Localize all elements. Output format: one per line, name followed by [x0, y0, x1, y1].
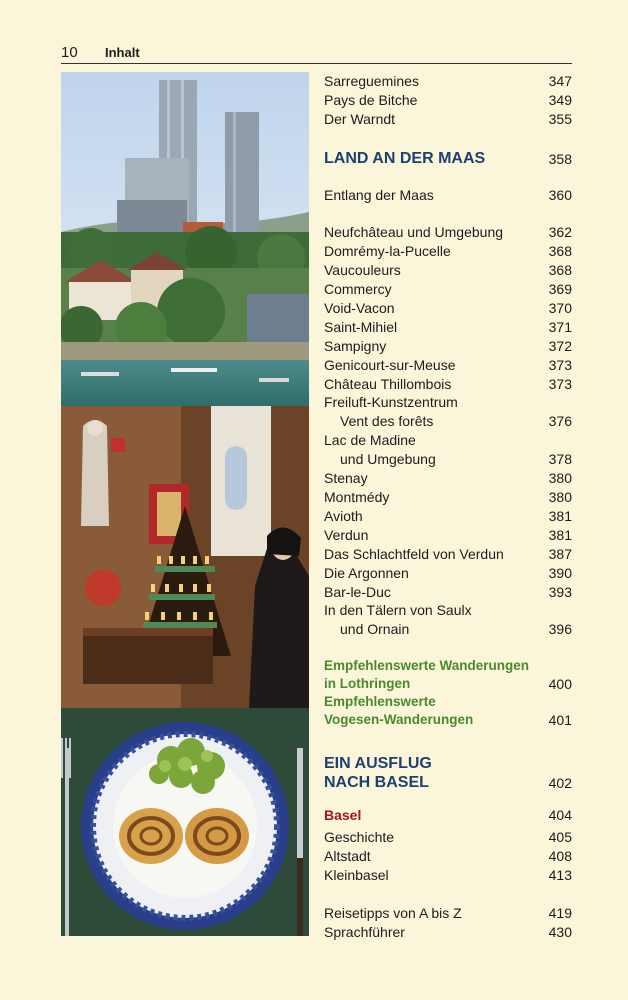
toc-entry-title: Vogesen-Wanderungen: [324, 712, 474, 727]
toc-entry-page: 369: [548, 281, 572, 297]
toc-entry-page: 372: [548, 338, 572, 354]
toc-entry-title: Basel: [324, 807, 362, 823]
toc-entry-page: 358: [548, 151, 572, 167]
toc-entry-title: EIN AUSFLUG: [324, 755, 432, 772]
toc-entry-page: 362: [548, 224, 572, 240]
toc-entry-page: 349: [548, 92, 572, 108]
toc-entry-page: 378: [548, 451, 572, 467]
toc-entry-page: 408: [548, 848, 572, 864]
toc-entry-title: Montmédy: [324, 489, 390, 505]
toc-entry-title: Pays de Bitche: [324, 92, 418, 108]
toc-entry-title: Neufchâteau und Umgebung: [324, 224, 504, 240]
toc-entry-title: Altstadt: [324, 848, 371, 864]
photo-column: [61, 72, 309, 936]
toc-entry-title: Vaucouleurs: [324, 262, 401, 278]
toc-entry-title: Château Thillombois: [324, 376, 452, 392]
toc-entry-title: Domrémy-la-Pucelle: [324, 243, 451, 259]
toc-entry-title: Commercy: [324, 281, 392, 297]
toc-entry-title: Stenay: [324, 470, 368, 486]
toc-entry-title: Saint-Mihiel: [324, 319, 398, 335]
toc-entry-title: und Ornain: [340, 621, 410, 637]
toc-entry-title: Void-Vacon: [324, 300, 395, 316]
toc-entry-page: 430: [548, 924, 572, 940]
toc-entry-title: NACH BASEL: [324, 774, 429, 791]
toc-entry-title: Das Schlachtfeld von Verdun: [324, 546, 504, 562]
toc-entry-page: 380: [548, 489, 572, 505]
toc-entry-page: 368: [548, 243, 572, 259]
toc-entry-title: und Umgebung: [340, 451, 436, 467]
toc-entry-title: Freiluft-Kunstzentrum: [324, 394, 458, 410]
toc-entry-title: Sarreguemines: [324, 73, 419, 89]
toc-entry-page: 405: [548, 829, 572, 845]
toc-entry-page: 373: [548, 357, 572, 373]
toc-entry-title: in Lothringen: [324, 676, 411, 691]
toc-entry-title: Entlang der Maas: [324, 187, 434, 203]
toc-entry-page: 404: [548, 807, 572, 823]
toc-entry-title: In den Tälern von Saulx: [324, 602, 472, 618]
toc-entry-title: Avioth: [324, 508, 363, 524]
toc-entry-title: Genicourt-sur-Meuse: [324, 357, 456, 373]
toc-entry-page: 347: [548, 73, 572, 89]
toc-entry-title: Sprachführer: [324, 924, 405, 940]
toc-entry-page: 380: [548, 470, 572, 486]
toc-entry-page: 413: [548, 867, 572, 883]
toc-entry-page: 371: [548, 319, 572, 335]
toc-entry-title: Lac de Madine: [324, 432, 416, 448]
toc-entry-page: 370: [548, 300, 572, 316]
church-interior-photo: [61, 406, 309, 708]
toc-entry-title: Vent des forêts: [340, 413, 434, 429]
page-header: [61, 44, 572, 64]
toc-entry-page: 360: [548, 187, 572, 203]
toc-entry-page: 381: [548, 527, 572, 543]
toc-entry-title: Empfehlenswerte: [324, 694, 436, 709]
toc-entry-title: Verdun: [324, 527, 369, 543]
toc-entry-page: 387: [548, 546, 572, 562]
toc-entry-title: Empfehlenswerte Wanderungen: [324, 658, 530, 673]
toc-entry-title: Bar-le-Duc: [324, 584, 391, 600]
toc-entry-page: 396: [548, 621, 572, 637]
toc-entry-title: Die Argonnen: [324, 565, 409, 581]
toc-entry-page: 355: [548, 111, 572, 127]
basel-skyline-photo: [61, 72, 309, 406]
toc-entry-page: 390: [548, 565, 572, 581]
toc-entry-page: 368: [548, 262, 572, 278]
toc-entry-title: Der Warndt: [324, 111, 396, 127]
toc-entry-page: 401: [548, 712, 572, 728]
page-number: 10: [61, 44, 78, 61]
toc-entry-title: Kleinbasel: [324, 867, 389, 883]
toc-entry-page: 402: [548, 775, 572, 791]
toc-entry-title: LAND AN DER MAAS: [324, 150, 486, 167]
toc-entry-page: 419: [548, 905, 572, 921]
toc-entry-page: 373: [548, 376, 572, 392]
food-plate-photo: [61, 708, 309, 936]
toc-entry-page: 393: [548, 584, 572, 600]
toc-entry-title: Sampigny: [324, 338, 387, 354]
header-title: Inhalt: [105, 45, 140, 60]
toc-entry-page: 376: [548, 413, 572, 429]
toc-entry-page: 381: [548, 508, 572, 524]
toc-entry-page: 400: [548, 676, 572, 692]
toc-entry-title: Geschichte: [324, 829, 395, 845]
toc-entry-title: Reisetipps von A bis Z: [324, 905, 462, 921]
